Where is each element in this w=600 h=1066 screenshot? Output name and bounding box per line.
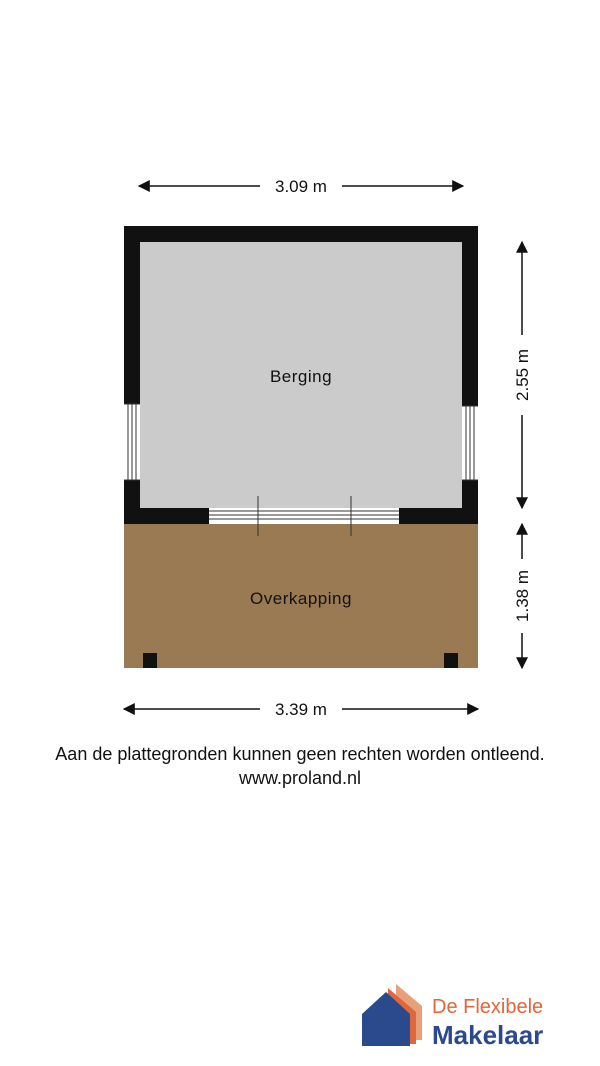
room-label-berging: Berging — [269, 367, 333, 386]
dimension-label-top: 3.09 m — [275, 177, 327, 196]
source-url: www.proland.nl — [238, 768, 362, 788]
disclaimer-text: Aan de plattegronden kunnen geen rechten worden ontleend. — [55, 744, 545, 764]
window-left — [124, 404, 140, 480]
post-left — [143, 653, 157, 668]
dimension-label-bottom: 3.39 m — [275, 700, 327, 719]
dimension-label-overkapping: 1.38 m — [513, 570, 532, 622]
window-right — [462, 406, 478, 480]
dimension-berging-height — [513, 242, 532, 508]
dimension-label-berging: 2.55 m — [513, 349, 532, 401]
dimension-top-width — [139, 177, 463, 196]
room-label-overkapping: Overkapping — [250, 589, 352, 608]
dimension-bottom-width — [124, 700, 478, 719]
logo-text-line2: Makelaar — [432, 1020, 544, 1050]
post-right — [444, 653, 458, 668]
logo-text-line1: De Flexibele — [432, 996, 544, 1018]
dimension-overkapping-height — [513, 524, 532, 668]
